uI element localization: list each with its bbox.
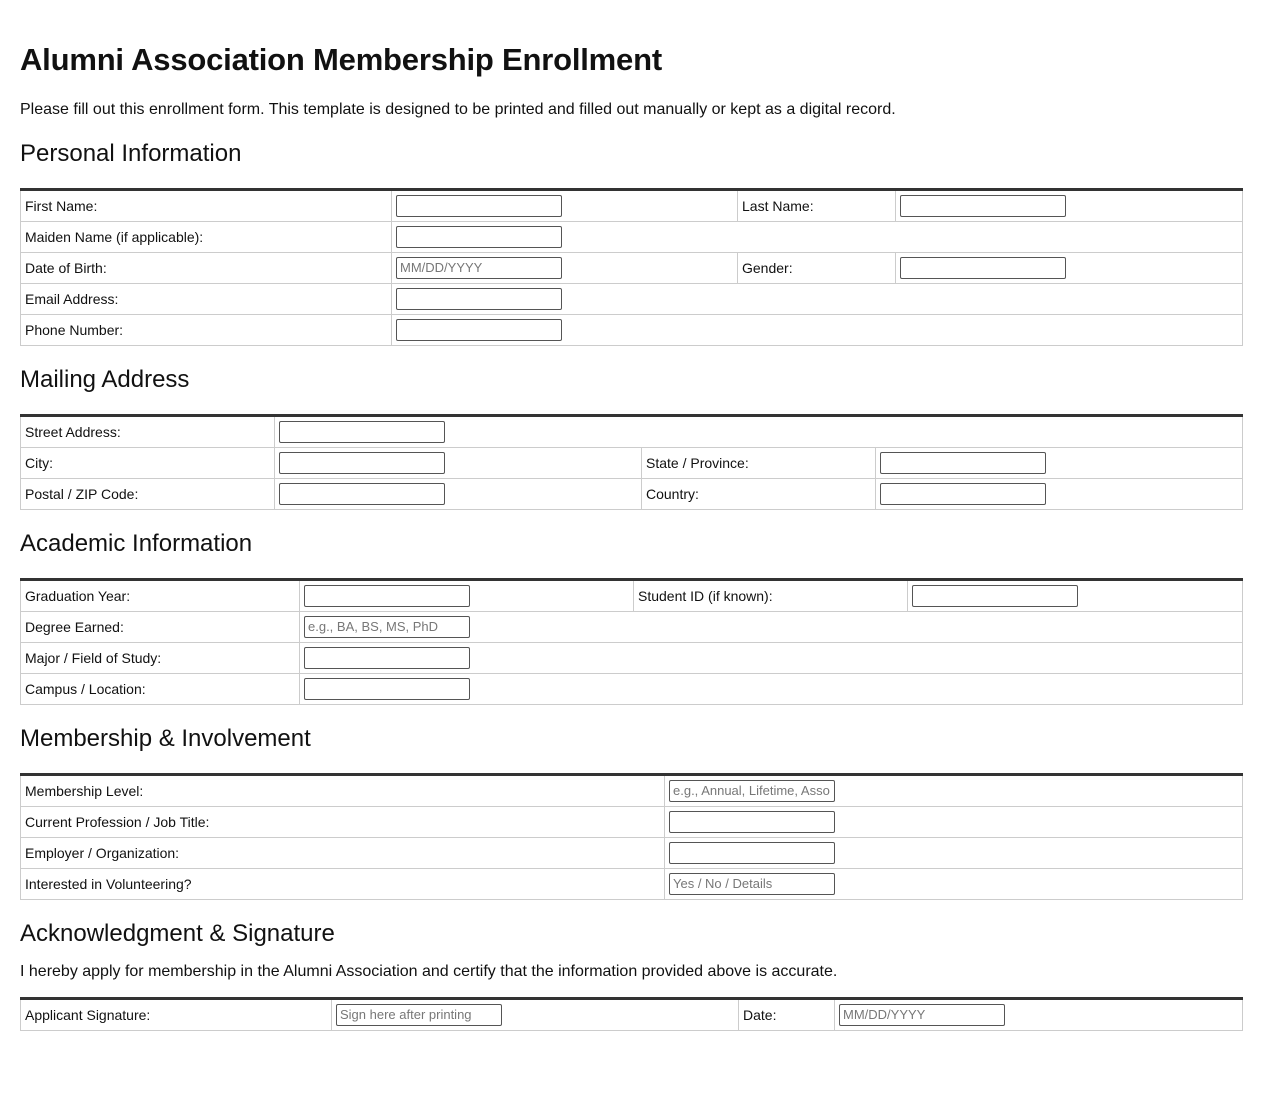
intro-text: Please fill out this enrollment form. This template is designed to be printed and filled out manually or kept as a digital record. bbox=[20, 101, 896, 118]
table-row bbox=[21, 190, 1243, 222]
table-row bbox=[21, 448, 1243, 479]
profession-cell bbox=[665, 807, 1243, 838]
phone-label: Phone Number: bbox=[21, 315, 392, 346]
state-cell bbox=[876, 448, 1243, 479]
dob-label: Date of Birth: bbox=[21, 253, 392, 284]
volunteer-field[interactable]: Yes / No / Details bbox=[669, 873, 835, 895]
city-label: City: bbox=[21, 448, 275, 479]
campus-field[interactable] bbox=[304, 678, 470, 700]
table-row bbox=[21, 999, 1243, 1031]
postal-label: Postal / ZIP Code: bbox=[21, 479, 275, 510]
phone-cell bbox=[392, 315, 1243, 346]
dob-cell bbox=[392, 253, 738, 284]
membership-level-field[interactable]: e.g., Annual, Lifetime, Asso bbox=[669, 780, 835, 802]
table-row bbox=[21, 674, 1243, 705]
street-label: Street Address: bbox=[21, 416, 275, 448]
email-label: Email Address: bbox=[21, 284, 392, 315]
volunteer-label: Interested in Volunteering? bbox=[21, 869, 665, 900]
email-field[interactable] bbox=[396, 288, 562, 310]
student-id-cell bbox=[908, 580, 1243, 612]
degree-field[interactable]: e.g., BA, BS, MS, PhD bbox=[304, 616, 470, 638]
last-name-label: Last Name: bbox=[738, 190, 896, 222]
academic-info-table bbox=[20, 578, 1243, 705]
student-id-label: Student ID (if known): bbox=[634, 580, 908, 612]
table-row bbox=[21, 253, 1243, 284]
state-field[interactable] bbox=[880, 452, 1046, 474]
gender-field[interactable] bbox=[900, 257, 1066, 279]
employer-cell bbox=[665, 838, 1243, 869]
grad-year-cell bbox=[300, 580, 634, 612]
maiden-name-cell bbox=[392, 222, 1243, 253]
major-field[interactable] bbox=[304, 647, 470, 669]
table-row bbox=[21, 775, 1243, 807]
signature-cell bbox=[332, 999, 739, 1031]
table-row bbox=[21, 222, 1243, 253]
last-name-cell bbox=[896, 190, 1243, 222]
profession-field[interactable] bbox=[669, 811, 835, 833]
section-heading-mailing: Mailing Address bbox=[20, 366, 190, 393]
postal-cell bbox=[275, 479, 642, 510]
city-cell bbox=[275, 448, 642, 479]
email-cell bbox=[392, 284, 1243, 315]
first-name-cell bbox=[392, 190, 738, 222]
table-row bbox=[21, 284, 1243, 315]
section-heading-membership: Membership & Involvement bbox=[20, 725, 311, 752]
profession-label: Current Profession / Job Title: bbox=[21, 807, 665, 838]
street-field[interactable] bbox=[279, 421, 445, 443]
degree-cell bbox=[300, 612, 1243, 643]
city-field[interactable] bbox=[279, 452, 445, 474]
table-row bbox=[21, 580, 1243, 612]
campus-label: Campus / Location: bbox=[21, 674, 300, 705]
signature-field[interactable]: Sign here after printing bbox=[336, 1004, 502, 1026]
date-label: Date: bbox=[739, 999, 835, 1031]
table-row bbox=[21, 643, 1243, 674]
employer-field[interactable] bbox=[669, 842, 835, 864]
membership-level-label: Membership Level: bbox=[21, 775, 665, 807]
street-cell bbox=[275, 416, 1243, 448]
employer-label: Employer / Organization: bbox=[21, 838, 665, 869]
country-cell bbox=[876, 479, 1243, 510]
table-row bbox=[21, 807, 1243, 838]
gender-cell bbox=[896, 253, 1243, 284]
membership-table bbox=[20, 773, 1243, 900]
first-name-field[interactable] bbox=[396, 195, 562, 217]
signature-label: Applicant Signature: bbox=[21, 999, 332, 1031]
table-row bbox=[21, 479, 1243, 510]
grad-year-field[interactable] bbox=[304, 585, 470, 607]
acknowledgment-statement: I hereby apply for membership in the Alumni Association and certify that the information provided above is accurate. bbox=[20, 963, 838, 980]
grad-year-label: Graduation Year: bbox=[21, 580, 300, 612]
degree-label: Degree Earned: bbox=[21, 612, 300, 643]
state-label: State / Province: bbox=[642, 448, 876, 479]
date-cell bbox=[835, 999, 1243, 1031]
student-id-field[interactable] bbox=[912, 585, 1078, 607]
section-heading-personal: Personal Information bbox=[20, 140, 242, 167]
maiden-name-label: Maiden Name (if applicable): bbox=[21, 222, 392, 253]
table-row bbox=[21, 838, 1243, 869]
phone-field[interactable] bbox=[396, 319, 562, 341]
country-field[interactable] bbox=[880, 483, 1046, 505]
major-cell bbox=[300, 643, 1243, 674]
page-title: Alumni Association Membership Enrollment bbox=[20, 42, 662, 77]
postal-field[interactable] bbox=[279, 483, 445, 505]
section-heading-acknowledgment: Acknowledgment & Signature bbox=[20, 920, 335, 947]
country-label: Country: bbox=[642, 479, 876, 510]
maiden-name-field[interactable] bbox=[396, 226, 562, 248]
volunteer-cell bbox=[665, 869, 1243, 900]
mailing-address-table bbox=[20, 414, 1243, 510]
table-row bbox=[21, 416, 1243, 448]
date-field[interactable]: MM/DD/YYYY bbox=[839, 1004, 1005, 1026]
campus-cell bbox=[300, 674, 1243, 705]
membership-level-cell bbox=[665, 775, 1243, 807]
table-row bbox=[21, 315, 1243, 346]
dob-field[interactable]: MM/DD/YYYY bbox=[396, 257, 562, 279]
last-name-field[interactable] bbox=[900, 195, 1066, 217]
gender-label: Gender: bbox=[738, 253, 896, 284]
major-label: Major / Field of Study: bbox=[21, 643, 300, 674]
personal-info-table bbox=[20, 188, 1243, 346]
table-row bbox=[21, 869, 1243, 900]
signature-table bbox=[20, 997, 1243, 1031]
section-heading-academic: Academic Information bbox=[20, 530, 253, 557]
first-name-label: First Name: bbox=[21, 190, 392, 222]
table-row bbox=[21, 612, 1243, 643]
